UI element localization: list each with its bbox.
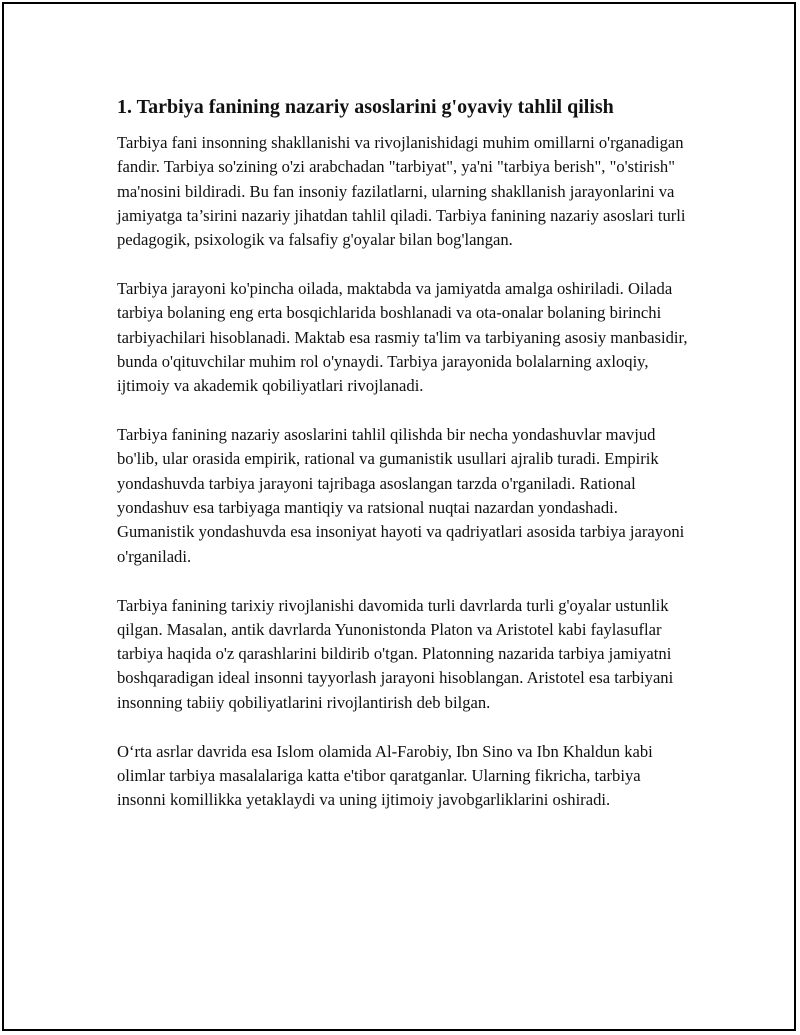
paragraph-1: Tarbiya fani insonning shakllanishi va rivojlanishidagi muhim omillarni o'rganadigan fandir. Tarbiya so'zining o'zi arabchadan "tarbiyat", ya'ni "tarbiya berish", "o'stirish" ma'nosini bildiradi. Bu fan insoniy fazilatlarni, ularning shakllanish jarayonlarini va jamiyatga ta’sirini nazariy jihatdan tahlil qiladi. Tarbiya fanining nazariy asoslari turli pedagogik, psixologik va falsafiy g'oyalar bilan bog'langan. [117, 133, 686, 250]
paragraph-3: Tarbiya fanining nazariy asoslarini tahlil qilishda bir necha yondashuvlar mavjud bo'lib, ular orasida empirik, rational va gumanistik usullari ajralib turadi. Empirik yondashuvda tarbiya jarayoni tajribaga asoslangan tarzda o'rganiladi. Rational yondashuv esa tarbiyaga mantiqiy va ratsional nuqtai nazardan yondashadi. Gumanistik yondashuvda esa insoniyat hayoti va qadriyatlari asosida tarbiya jarayoni o'rganiladi. [117, 425, 685, 566]
document-body [117, 93, 689, 837]
paragraph-2: Tarbiya jarayoni ko'pincha oilada, maktabda va jamiyatda amalga oshiriladi. Oilada tarbiya bolaning eng erta bosqichlarida boshlanadi va ota-onalar bolaning birinchi tarbiyachilari hisoblanadi. Maktab esa rasmiy ta'lim va tarbiyaning asosiy manbasidir, bunda o'qituvchilar muhim rol o'ynaydi. Tarbiya jarayonida bolalarning axloqiy, ijtimoiy va akademik qobiliyatlari rivojlanadi. [117, 279, 688, 396]
paragraph-5: O‘rta asrlar davrida esa Islom olamida Al-Farobiy, Ibn Sino va Ibn Khaldun kabi olimlar tarbiya masalalariga katta e'tibor qaratganlar. Ularning fikricha, tarbiya insonni komillikka yetaklaydi va uning ijtimoiy javobgarliklarini oshiradi. [117, 741, 653, 810]
paragraph-4: Tarbiya fanining tarixiy rivojlanishi davomida turli davrlarda turli g'oyalar ustunlik qilgan. Masalan, antik davrlarda Yunonistonda Platon va Aristotel kabi faylasuflar tarbiya haqida o'z qarashlarini bildirib o'tgan. Platonning nazarida tarbiya jamiyatni boshqaradigan ideal insonni tayyorlash jarayoni hisoblangan. Aristotel esa tarbiyani insonning tabiiy qobiliyatlarini rivojlantirish deb bilgan. [117, 595, 674, 712]
section-heading: 1. Tarbiya fanining nazariy asoslarini g'oyaviy tahlil qilish [117, 96, 614, 118]
